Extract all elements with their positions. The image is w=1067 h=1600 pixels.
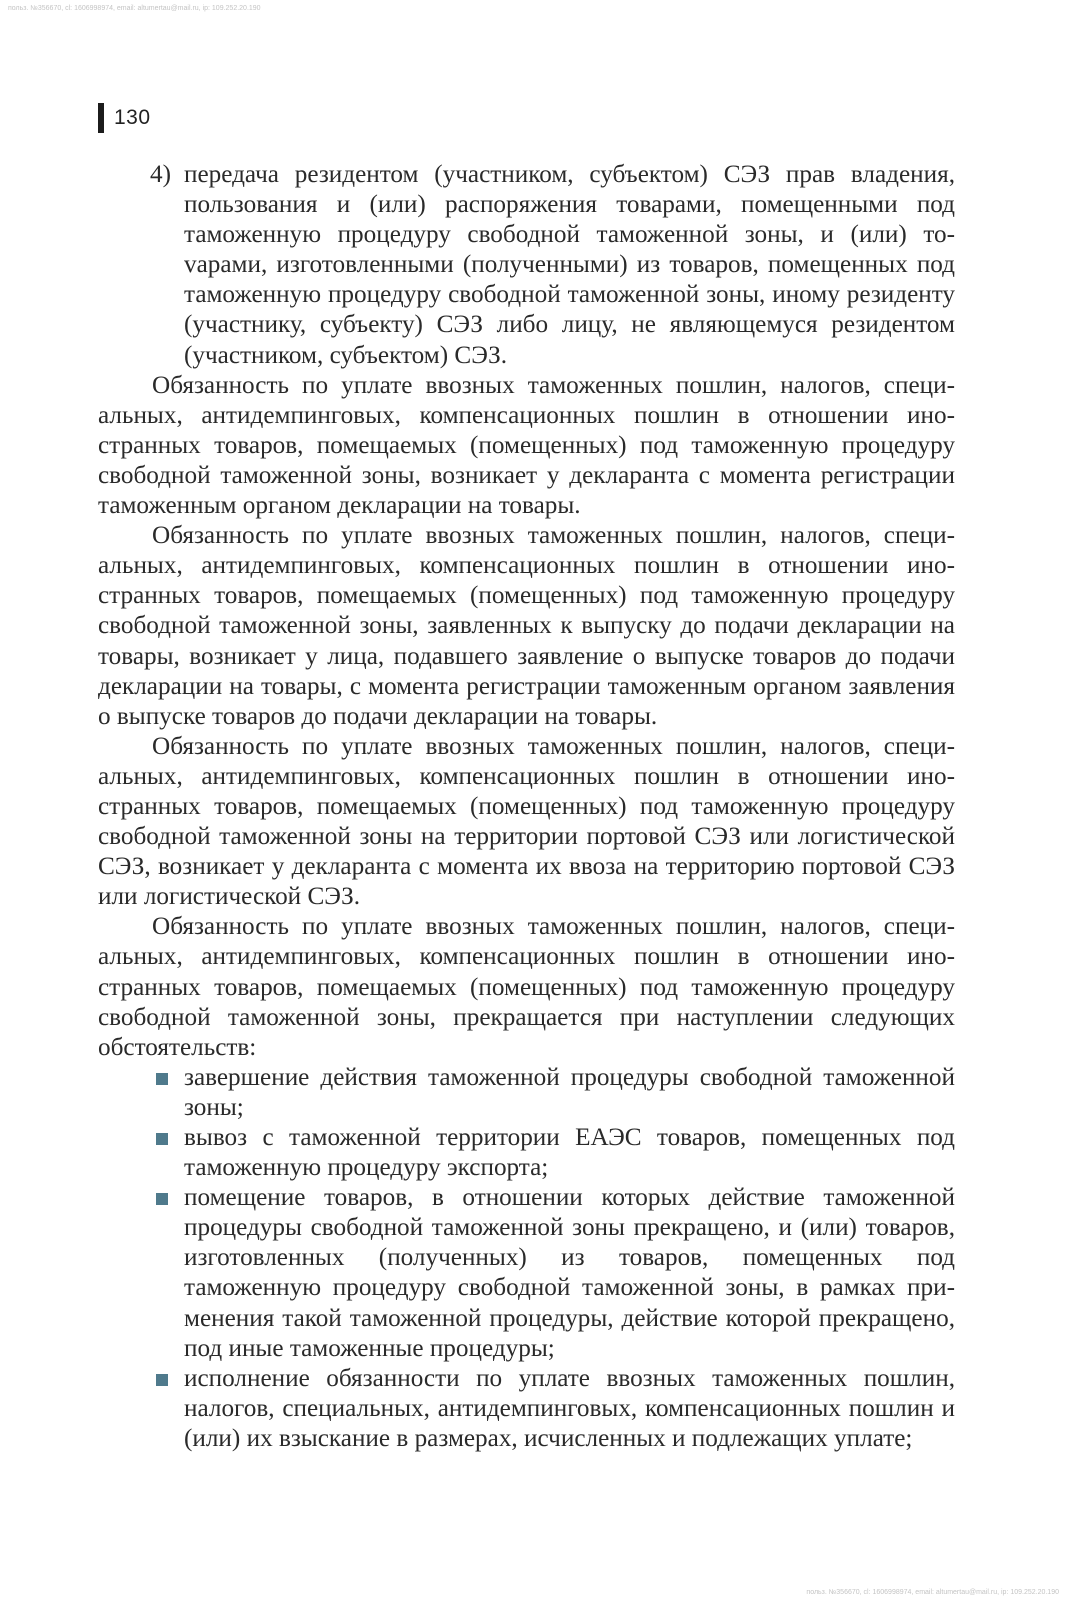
enumerated-item-marker: 4) [150,161,171,188]
page-header [98,103,151,133]
enumerated-item [98,160,955,371]
page-number: 130 [114,106,151,129]
bullet-list-item [98,1123,955,1183]
bullet-list-item-text: исполнение обязанности по уплате ввозных таможенных пошлин, налогов, специальных, антидемпинговых, компенсационных пошлин и (или) их взыскание в размерах, исчисленных и подлежащих уплате; [184,1364,955,1452]
bullet-list-item [98,1183,955,1364]
square-bullet-icon [156,1133,168,1145]
paragraph: Обязанность по уплате ввозных таможенных пошлин, налогов, специальных, антидемпинговых, компенсационных пошлин в отношении иностранных товаров, помещаемых (помещенных) под таможенную процедуру свободной таможенной зоны, заявленных к выпуску до подачи декларации на товары, возникает у лица, подавшего заявление о выпуске товаров до подачи декларации на товары, с момента регистрации таможенным органом заявления о выпуске товаров до подачи декларации на товары. [98,522,955,730]
bullet-list-item-text: вывоз с таможенной территории ЕАЭС товаров, помещенных под таможенную процедуру экспорта; [184,1124,955,1182]
bullet-list-item-text: помещение товаров, в отношении которых действие таможенной процедуры свободной таможенной зоны прекращено, и (или) товаров, изготовленных (полученных) из товаров, помещенных под таможенную процедуру свободной таможенной зоны, в рамках применения такой таможенной процедуры, действие которой прекращено, под иные таможенные процедуры; [184,1184,955,1362]
watermark-bottom: польз. №356670, cl: 1606998974, email: altumertau@mail.ru, ip: 109.252.20.190 [806,1589,1059,1596]
bullet-list-item [98,1063,955,1123]
paragraph: Обязанность по уплате ввозных таможенных пошлин, налогов, специальных, антидемпинговых, компенсационных пошлин в отношении иностранных товаров, помещаемых (помещенных) под таможенную процедуру свободной таможенной зоны, возникает у декларанта с момента регистрации таможенным органом декларации на товары. [98,371,955,520]
paragraph: Обязанность по уплате ввозных таможенных пошлин, налогов, специальных, антидемпинговых, компенсационных пошлин в отношении иностранных товаров, помещаемых (помещенных) под таможенную процедуру свободной таможенной зоны, прекращается при наступлении следующих обстоятельств: [98,913,955,1061]
enumerated-item-text: передача резидентом (участником, субъектом) СЭЗ прав владения, пользования и (или) распоряжения товарами, помещенными под таможенную процедуру свободной таможенной зоны, и (или) тоvарами, изготовленными (полученными) из товаров, помещенных под таможенную процедуру свободной таможенной зоны, иному резиденту (участнику, субъекту) СЭЗ либо лицу, не являющемуся резидентом (участником, субъектом) СЭЗ. [184,161,955,369]
paragraph: Обязанность по уплате ввозных таможенных пошлин, налогов, специальных, антидемпинговых, компенсационных пошлин в отношении иностранных товаров, помещаемых (помещенных) под таможенную процедуру свободной таможенной зоны на территории портовой СЭЗ или логистической СЭЗ, возникает у декларанта с момента их ввоза на территорию портовой СЭЗ или логистической СЭЗ. [98,732,955,911]
bullet-list-item [98,1364,955,1454]
page-number-bar [98,103,104,133]
square-bullet-icon [156,1374,168,1386]
watermark-top: польз. №356670, cl: 1606998974, email: altumertau@mail.ru, ip: 109.252.20.190 [8,5,261,12]
bullet-list-item-text: завершение действия таможенной процедуры свободной таможенной зоны; [184,1063,955,1121]
page-body [98,160,955,1454]
bullet-list [98,1063,955,1454]
square-bullet-icon [156,1073,168,1085]
square-bullet-icon [156,1193,168,1205]
